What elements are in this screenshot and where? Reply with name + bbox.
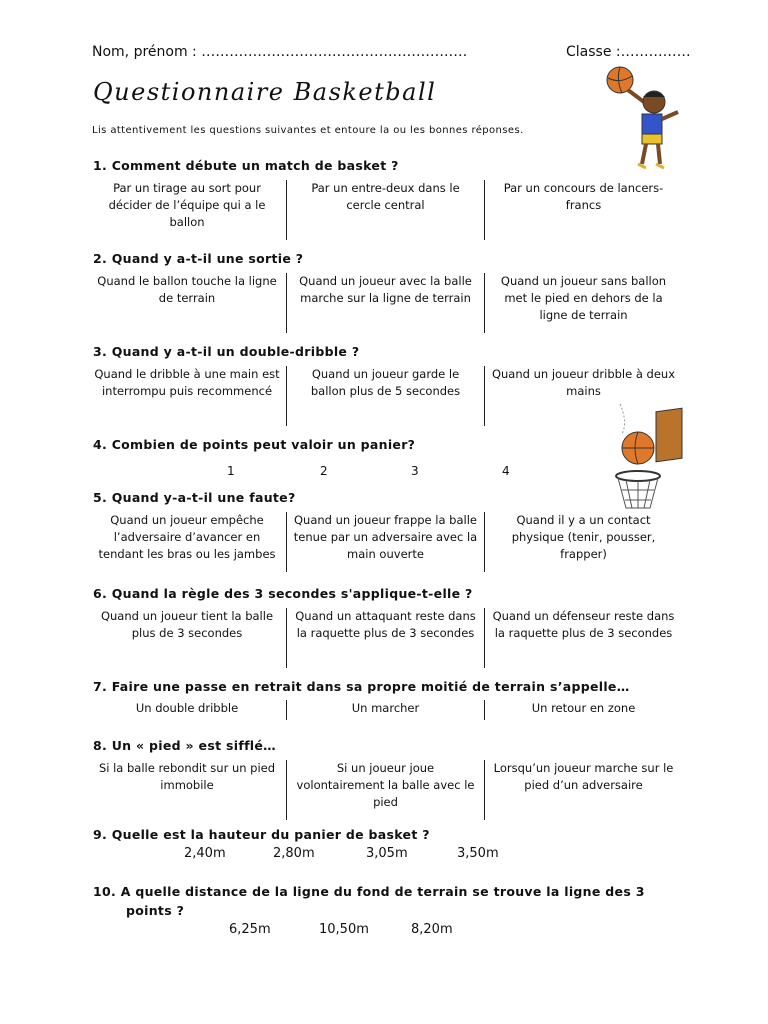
answer-option[interactable]: 3,05m <box>366 846 408 861</box>
answer-option[interactable]: Quand un joueur avec la balle marche sur la ligne de terrain <box>286 273 484 333</box>
answer-option[interactable]: Quand il y a un contact physique (tenir, pousser, frapper) <box>484 512 682 572</box>
answer-row-7 <box>88 700 682 720</box>
question-9: 9. Quelle est la hauteur du panier de basket ? <box>93 827 430 842</box>
answer-option[interactable]: Quand un attaquant reste dans la raquette plus de 3 secondes <box>286 608 484 668</box>
question-8: 8. Un « pied » est sifflé… <box>93 738 276 753</box>
answer-option[interactable]: Un marcher <box>286 700 484 720</box>
answer-option[interactable]: 10,50m <box>319 922 369 937</box>
answer-option[interactable]: Lorsqu’un joueur marche sur le pied d’un adversaire <box>484 760 682 820</box>
name-field-label: Nom, prénom : ………………………………………………… <box>92 44 468 60</box>
answer-row-8 <box>88 760 682 820</box>
answer-option[interactable]: 3 <box>411 464 419 478</box>
answer-option[interactable]: 2,80m <box>273 846 315 861</box>
answer-option[interactable]: Quand un joueur sans ballon met le pied en dehors de la ligne de terrain <box>484 273 682 333</box>
question-10: 10. A quelle distance de la ligne du fond de terrain se trouve la ligne des 3 <box>93 884 645 899</box>
answer-option[interactable]: 2,40m <box>184 846 226 861</box>
answer-row-1 <box>88 180 682 240</box>
question-4: 4. Combien de points peut valoir un panier? <box>93 437 416 452</box>
answer-row-6 <box>88 608 682 668</box>
answer-option[interactable]: Par un concours de lancers-francs <box>484 180 682 240</box>
answer-option[interactable]: Quand un joueur tient la balle plus de 3 secondes <box>100 609 274 640</box>
answer-option[interactable]: Si la balle rebondit sur un pied immobile <box>98 761 276 792</box>
answer-option[interactable]: 3,50m <box>457 846 499 861</box>
question-2: 2. Quand y a-t-il une sortie ? <box>93 251 304 266</box>
answer-option[interactable]: Quand le ballon touche la ligne de terrain <box>97 274 277 305</box>
answer-row-4 <box>0 464 768 482</box>
basketball-hoop-illustration <box>598 404 690 514</box>
answer-row-9 <box>0 846 768 864</box>
answer-row-5 <box>88 512 682 572</box>
question-3: 3. Quand y a-t-il un double-dribble ? <box>93 344 360 359</box>
basketball-player-illustration <box>598 64 684 174</box>
question-10-continuation: points ? <box>126 903 185 918</box>
question-6: 6. Quand la règle des 3 secondes s'applique-t-elle ? <box>93 586 473 601</box>
answer-option[interactable]: 8,20m <box>411 922 453 937</box>
answer-row-2 <box>88 273 682 333</box>
class-field-label: Classe :…………… <box>566 44 691 60</box>
answer-option[interactable]: 6,25m <box>229 922 271 937</box>
question-5: 5. Quand y-a-t-il une faute? <box>93 490 296 505</box>
answer-option[interactable]: 1 <box>227 464 235 478</box>
answer-option[interactable]: Par un tirage au sort pour décider de l’équipe qui a le ballon <box>108 181 266 229</box>
answer-option[interactable]: Par un entre-deux dans le cercle central <box>286 180 484 240</box>
question-1: 1. Comment débute un match de basket ? <box>93 158 399 173</box>
answer-option[interactable]: 2 <box>320 464 328 478</box>
answer-option[interactable]: Quand un joueur frappe la balle tenue par un adversaire avec la main ouverte <box>286 512 484 572</box>
answer-option[interactable]: Quand un joueur dribble à deux mains <box>484 366 682 426</box>
instructions: Lis attentivement les questions suivantes et entoure la ou les bonnes réponses. <box>92 125 524 136</box>
page-title: Questionnaire Basketball <box>93 78 437 106</box>
answer-option[interactable]: Si un joueur joue volontairement la balle avec le pied <box>286 760 484 820</box>
answer-option[interactable]: Un double dribble <box>135 701 239 715</box>
answer-option[interactable]: 4 <box>502 464 510 478</box>
answer-option[interactable]: Quand un joueur empêche l’adversaire d’avancer en tendant les bras ou les jambes <box>98 513 276 561</box>
answer-option[interactable]: Quand un défenseur reste dans la raquette plus de 3 secondes <box>484 608 682 668</box>
answer-row-3 <box>88 366 682 426</box>
answer-option[interactable]: Un retour en zone <box>484 700 682 720</box>
answer-option[interactable]: Quand le dribble à une main est interrompu puis recommencé <box>94 367 280 398</box>
question-7: 7. Faire une passe en retrait dans sa propre moitié de terrain s’appelle… <box>93 679 630 694</box>
answer-option[interactable]: Quand un joueur garde le ballon plus de 5 secondes <box>286 366 484 426</box>
answer-row-10 <box>0 922 768 940</box>
